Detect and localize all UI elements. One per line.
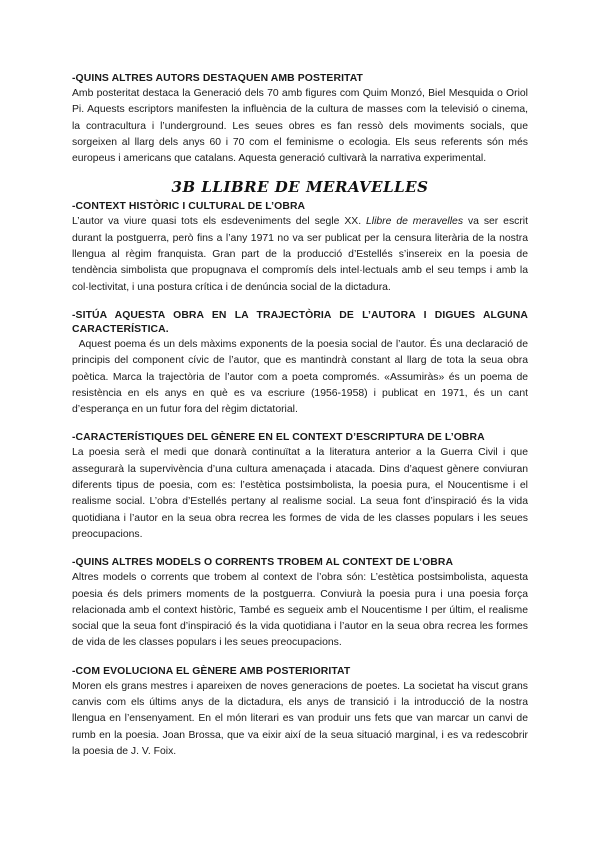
section-paragraph: La poesia serà el medi que donarà continuïtat a la literatura anterior a la Guerra Civil i que assegurarà la supervivència d’una cultura amenaçada i atacada. Dins d’aquest gènere conviuran diferents tipus de poesia, com es: l’estètica postsimbolista, la poesia pura, el Noucentisme i el realisme social. L’obra d’Estellés pertany al realisme social. La seua font d’inspiració és la vida quotidiana i l’autor en la seua obra recrea les formes de vida de les classes populars i les seues preocupacions. <box>72 447 528 540</box>
section-genre-characteristics <box>72 431 528 543</box>
section-heading: -QUINS ALTRES MODELS O CORRENTS TROBEM AL CONTEXT DE L’OBRA <box>72 557 454 569</box>
section-paragraph: Amb posteritat destaca la Generació dels 70 amb figures com Quim Monzó, Biel Mesquida o Oriol Pi. Aquests escriptors manifesten la influència de la cultura de masses com la televisió o cinema, la contracultura i l’underground. Les seues obres es fan ressò dels moviments socials, que sorgeixen al llarg dels anys 60 i 70 com el feminisme o ecologia. Els seus referents són més europeus i americans que catalans. Aquesta generació cultivarà la narrativa experimental. <box>72 88 528 165</box>
document-page <box>72 72 531 760</box>
paragraph-text: va ser escrit durant la postguerra, però fins a l’any 1971 no va ser publicat per la censura literària de la nostra llengua al règim franquista. Gran part de la producció d’Estellés s’insereix en la poesia de tendència simbolista que propugnava el compromís dels intel·lectuals amb el seu temps i amb la col·lectivitat, i una postura crítica i de denúncia social de la dictadura. <box>72 216 528 293</box>
section-heading: -QUINS ALTRES AUTORS DESTAQUEN AMB POSTERITAT <box>72 73 364 84</box>
section-heading: -CARACTERÍSTIQUES DEL GÈNERE EN EL CONTEXT D’ESCRIPTURA DE L’OBRA <box>72 432 485 444</box>
section-other-authors <box>72 72 528 167</box>
section-paragraph: Moren els grans mestres i apareixen de noves generacions de poetes. La societat ha viscut grans canvis com els últims anys de la dictadura, els anys de transició i la introducció de la nostra llengua en l’ensenyament. En el món literari es van produir uns fets que van marcar un canvi de rumb en la poesia. Joan Brossa, que va eixir així de la seua situació marginal, i es va redescobrir la poesia de J. V. Foix. <box>72 680 528 757</box>
document-title: 3B LLIBRE DE MERAVELLES <box>171 178 429 197</box>
paragraph-text: L’autor va viure quasi tots els esdeveniments del segle XX. <box>72 216 366 228</box>
section-paragraph: Altres models o corrents que trobem al context de l’obra són: L’estètica postsimbolista, aquesta poesia és dels primers moments de la postguerra. Conviurà la poesia pura i una poesia força relacionada amb el context històric, També es segueix amb el Noucentisme I per últim, el realisme social que la seua font d’inspiració és la vida quotidiana i l’autor en la seua obra recrea les formes de vida de les classes populars i les seues preocupacions. <box>72 572 528 649</box>
section-heading: -SITÚA AQUESTA OBRA EN LA TRAJECTÒRIA DE L’AUTORA I DIGUES ALGUNA CARACTERÍSTICA. <box>72 309 528 335</box>
section-paragraph: Aquest poema és un dels màxims exponents de la poesia social de l’autor. És una declaració de principis del component cívic de l’autor, que es mantindrà constant al llarg de tota la seua obra poètica. Marca la trajectòria de l’autor com a poeta compromés. «Assumiràs» és un poema de resistència en els anys en què es va escriure (1956-1958) i publicat en 1971, és un cant d’esperança en un futur fora del règim dictatorial. <box>72 338 531 416</box>
section-historical-context <box>72 200 528 295</box>
section-heading: -CONTEXT HISTÒRIC I CULTURAL DE L’OBRA <box>72 201 306 213</box>
section-paragraph <box>72 214 528 295</box>
section-trajectory <box>72 309 531 418</box>
section-heading: -COM EVOLUCIONA EL GÈNERE AMB POSTERIORITAT <box>72 665 351 677</box>
section-other-models <box>72 556 528 651</box>
book-title-italic: Llibre de meravelles <box>366 216 464 228</box>
section-genre-evolution <box>72 665 528 760</box>
